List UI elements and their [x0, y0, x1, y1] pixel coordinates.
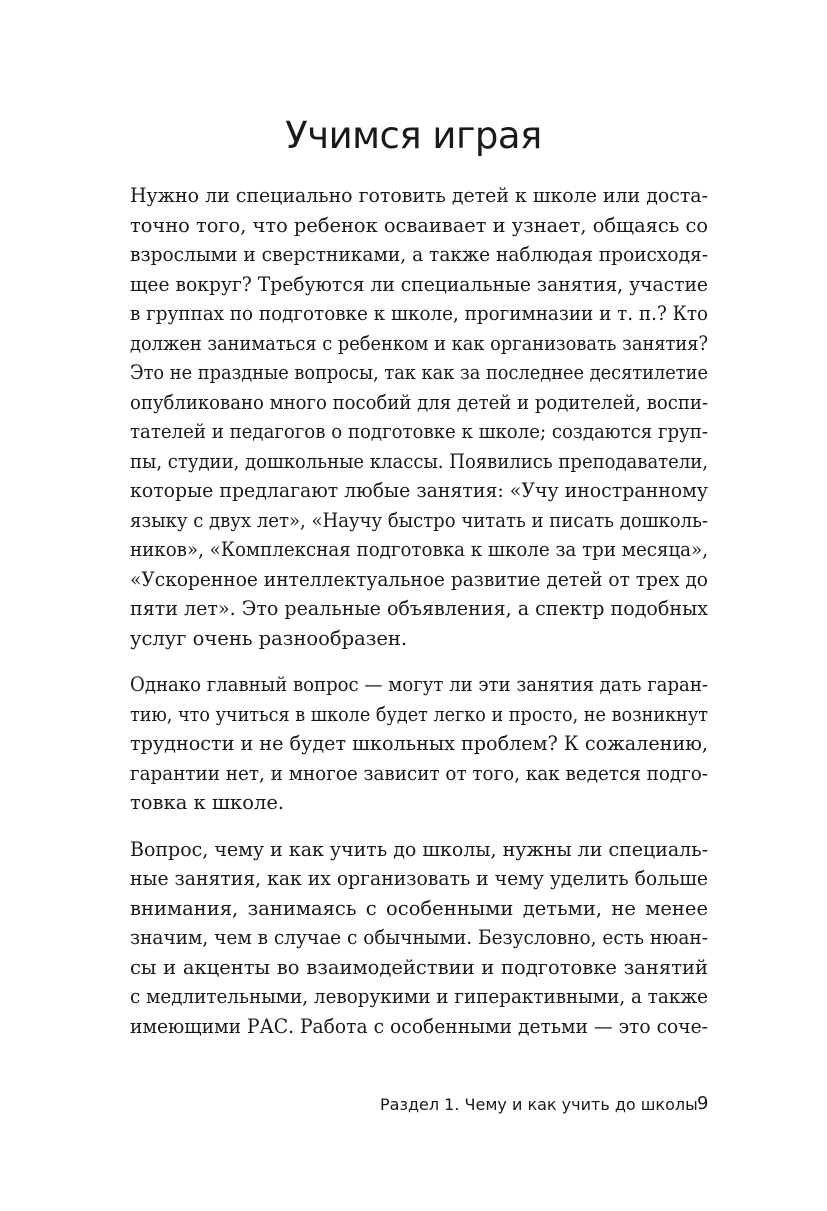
text-line: трудности и не будет школьных проблем? К сожалению,	[130, 732, 708, 755]
text-line: пы, студии, дошкольные классы. Появились преподаватели,	[130, 449, 708, 473]
text-line: которые предлагают любые занятия: «Учу иностранному	[130, 479, 708, 502]
text-line: взрослыми и сверстниками, а также наблюдая происходя-	[130, 243, 708, 266]
running-footer: Раздел 1. Чему и как учить до школы	[380, 1095, 698, 1114]
text-line: значим, чем в случае с обычными. Безусловно, есть нюан-	[130, 926, 708, 949]
page-title: Учимся играя	[285, 114, 542, 157]
body-text	[130, 181, 708, 1058]
text-line: имеющими РАС. Работа с особенными детьми — это соче-	[130, 1014, 708, 1038]
page-number: 9	[697, 1093, 709, 1114]
text-line: ников», «Комплексная подготовка к школе за три месяца»,	[130, 538, 708, 561]
text-line: тателей и педагогов о подготовке к школе; создаются груп-	[130, 420, 708, 443]
text-line: точно того, что ребенок осваивает и узнает, общаясь со	[130, 213, 708, 237]
text-line: языку с двух лет», «Научу быстро читать и писать дошколь-	[130, 508, 708, 532]
text-line: Вопрос, чему и как учить до школы, нужны ли специаль-	[130, 837, 708, 861]
text-line: щее вокруг? Требуются ли специальные занятия, участие	[130, 272, 708, 296]
text-line: товка к школе.	[130, 791, 285, 814]
text-line: Это не праздные вопросы, так как за последнее десятилетие	[130, 361, 708, 384]
text-line: услуг очень разнообразен.	[130, 626, 408, 650]
text-line: внимания, занимаясь с особенными детьми, не менее	[130, 896, 708, 920]
text-line: гарантии нет, и многое зависит от того, как ведется подго-	[130, 761, 708, 785]
text-line: опубликовано много пособий для детей и родителей, воспи-	[130, 390, 708, 414]
paragraph-2	[130, 670, 708, 818]
paragraph-1	[130, 181, 708, 653]
text-line: Однако главный вопрос — могут ли эти занятия дать гаран-	[130, 673, 708, 696]
text-line: пяти лет». Это реальные объявления, а спектр подобных	[130, 597, 708, 620]
paragraph-3	[130, 835, 708, 1042]
text-line: «Ускоренное интеллектуальное развитие детей от трех до	[130, 567, 708, 591]
text-line: в группах по подготовке к школе, прогимназии и т. п.? Кто	[130, 302, 708, 325]
text-line: с медлительными, леворукими и гиперактивными, а также	[130, 985, 708, 1008]
text-line: Нужно ли специально готовить детей к школе или доста-	[130, 184, 708, 207]
text-line: ные занятия, как их организовать и чему уделить больше	[130, 867, 708, 890]
text-line: сы и акценты во взаимодействии и подготовке занятий	[130, 955, 708, 979]
text-line: тию, что учиться в школе будет легко и просто, не возникнут	[130, 702, 708, 726]
text-line: должен заниматься с ребенком и как организовать занятия?	[130, 331, 708, 355]
